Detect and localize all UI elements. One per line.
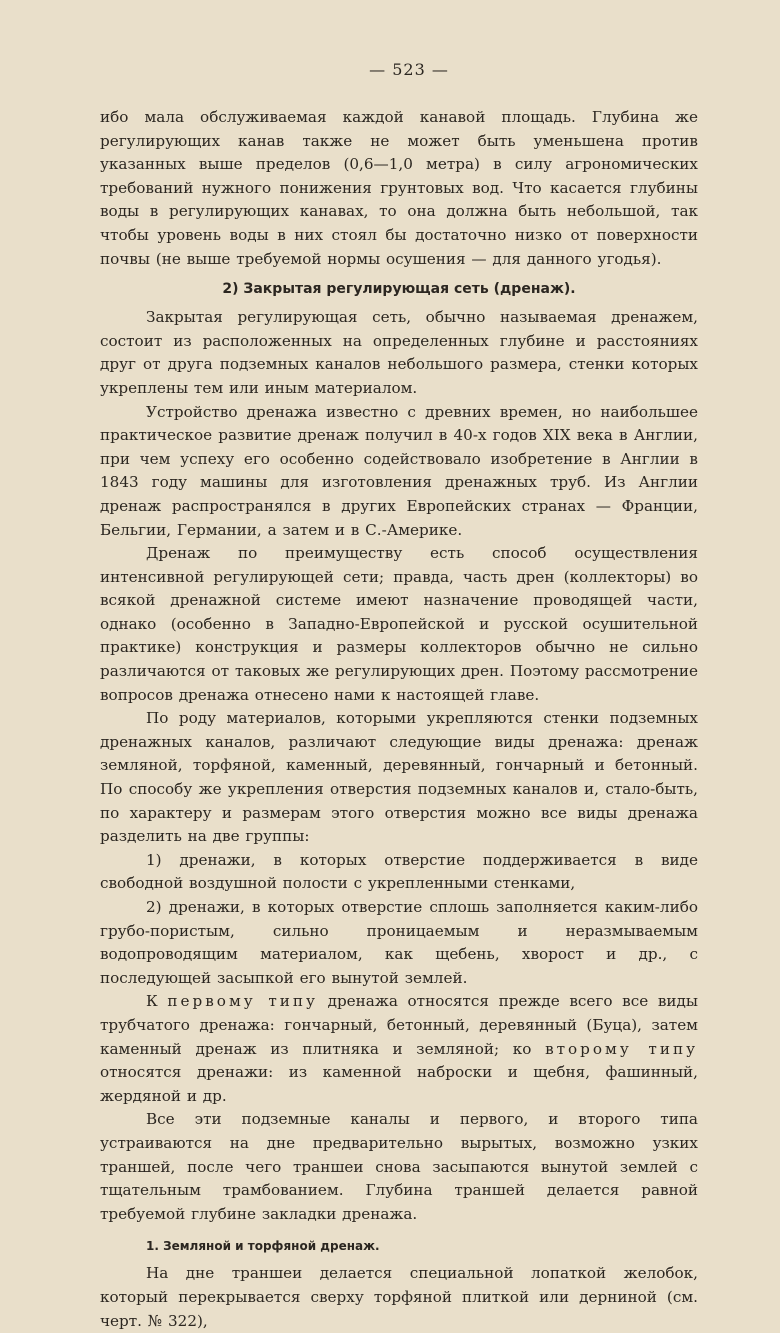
types-text-part1: К <box>146 992 168 1011</box>
paragraph-drainage-purpose: Дренаж по преимуществу есть способ осуществления интенсивной регулирующей сети; правда, часть дрен (коллекторы) во всякой дренажной системе имеют назначение проводящей части, однако (особенно в Западно-Европейской и русской осушительной практике) конструкция и размеры коллекторов обычно не сильно различаются от таковых же регулирующих дрен. Поэтому рассмотрение вопросов дренажа отнесено нами к настоящей главе. <box>100 544 698 704</box>
section-heading: 2) Закрытая регулирующая сеть (дренаж). <box>222 281 576 298</box>
paragraph-closed-network: Закрытая регулирующая сеть, обычно называемая дренажем, состоит из расположенных на определенных глубине и расстояниях друг от друга подземных каналов небольшого размера, стенки которых укреплены тем или иным материалом. <box>100 308 698 397</box>
first-type-term: первому типу <box>167 992 318 1011</box>
paragraph-trenches: Все эти подземные каналы и первого, и второго типа устраиваются на дне предварительно вырытых, возможно узких траншей, после чего траншеи снова засыпаются вынутой землей с тщательным трамбованием. Глубина траншей делается равной требуемой глубине закладки дренажа. <box>100 1110 698 1223</box>
paragraph-drainage-history: Устройство дренажа известно с древних времен, но наибольшее практическое развитие дренаж получил в 40-х годов XIX века в Англии, при чем успеху его особенно содействовало изобретение в Англии в 1843 году машины для изготовления дренажных труб. Из Англии дренаж распространялся в других Европейских странах — Франции, Бельгии, Германии, а затем и в С.-Америке. <box>100 402 698 539</box>
types-text-part2: дренажа относятся прежде всего все виды трубчатого дренажа: гончарный, бетонный, деревянный (Буца), затем каменный дренаж из плитняка и земляной; ко <box>100 992 698 1058</box>
list-item-group-two: 2) дренажи, в которых отверстие сплошь заполняется каким-либо грубо-пористым, сильно проницаемым и неразмываемым водопроводящим материалом, как щебень, хворост и др., с последующей засыпкой его вынутой землей. <box>100 898 698 987</box>
paragraph-drainage-types <box>100 990 698 1108</box>
subsection-heading: 1. Земляной и торфяной дренаж. <box>146 1239 380 1254</box>
second-type-term: второму типу <box>545 1039 699 1058</box>
page-number: — 523 — <box>369 60 449 79</box>
paragraph-drainage-kinds: По роду материалов, которыми укрепляются стенки подземных дренажных каналов, различают следующие виды дренажа: дренаж земляной, торфяной, каменный, деревянный, гончарный и бетонный. По способу же укрепления отверстия подземных каналов и, стало-быть, по характеру и размерам этого отверстия можно все виды дренажа разделить на две группы: <box>100 709 698 846</box>
paragraph-earth-drainage: На дне траншеи делается специальной лопаткой желобок, который перекрывается сверху торфяной плиткой или дерниной (см. черт. № 322), <box>100 1264 698 1330</box>
list-item-group-one: 1) дренажи, в которых отверстие поддерживается в виде свободной воздушной полости с укрепленными стенками, <box>100 850 698 893</box>
paragraph-continuation: ибо мала обслуживаемая каждой канавой площадь. Глубина же регулирующих канав также не может быть уменьшена против указанных выше пределов (0,6—1,0 метра) в силу агрономических требований нужного понижения грунтовых вод. Что касается глубины воды в регулирующих канавах, то она должна быть небольшой, так чтобы уровень воды в них стоял бы достаточно низко от поверхности почвы (не выше требуемой нормы осушения — для данного угодья). <box>100 108 698 268</box>
types-text-part3: относятся дренажи: из каменной наброски и щебня, фашинный, жердяной и др. <box>100 1063 698 1105</box>
